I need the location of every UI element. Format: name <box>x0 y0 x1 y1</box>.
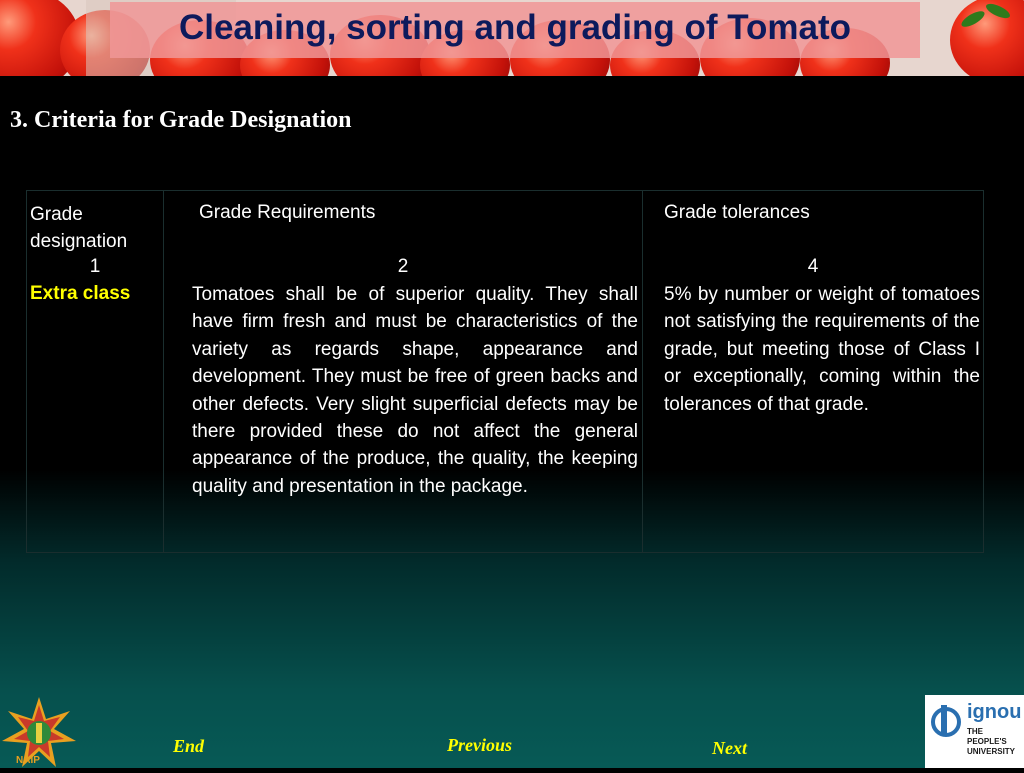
requirements-text: Tomatoes shall be of superior quality. They shall have firm fresh and must be characteristics of the variety as regards shape, appearance and development. They must be free of green backs and other defects. Very slight superficial defects may be there provided these do not affect the general appearance of the produce, the quality, the keeping quality and presentation in the package. <box>192 284 638 497</box>
grade-criteria-table <box>26 190 984 553</box>
tomato-image <box>950 0 1024 76</box>
column-number-2: 2 <box>397 256 409 277</box>
column-header-requirements: Grade Requirements <box>199 202 376 223</box>
header-banner <box>0 0 1024 76</box>
column-number-4: 4 <box>807 256 819 277</box>
column-number-1: 1 <box>89 256 101 277</box>
column-header-grade: Grade designation <box>30 204 128 253</box>
grade-designation-cell <box>27 191 164 553</box>
end-link[interactable]: End <box>173 736 205 756</box>
naip-logo <box>0 695 78 768</box>
table-row <box>27 191 984 553</box>
ignou-logo <box>925 695 1024 768</box>
column-header-tolerances: Grade tolerances <box>664 202 810 223</box>
naip-logo-text: NAIP <box>16 755 40 766</box>
tolerances-text: 5% by number or weight of tomatoes not satisfying the requirements of the grade, but meeting those of Class I or exceptionally, coming within the tolerances of that grade. <box>664 284 980 415</box>
grade-extra-class: Extra class <box>30 283 131 304</box>
ignou-logo-name: ignou <box>967 701 1022 723</box>
section-heading: 3. Criteria for Grade Designation <box>10 107 352 133</box>
grade-tolerances-cell <box>643 191 984 553</box>
ignou-logo-tagline: THE PEOPLE'S UNIVERSITY <box>967 727 1016 756</box>
page-title: Cleaning, sorting and grading of Tomato <box>178 8 852 47</box>
ignou-emblem-bar <box>941 705 947 735</box>
previous-link[interactable]: Previous <box>447 735 512 755</box>
grade-requirements-cell <box>164 191 643 553</box>
next-link[interactable]: Next <box>712 738 747 758</box>
